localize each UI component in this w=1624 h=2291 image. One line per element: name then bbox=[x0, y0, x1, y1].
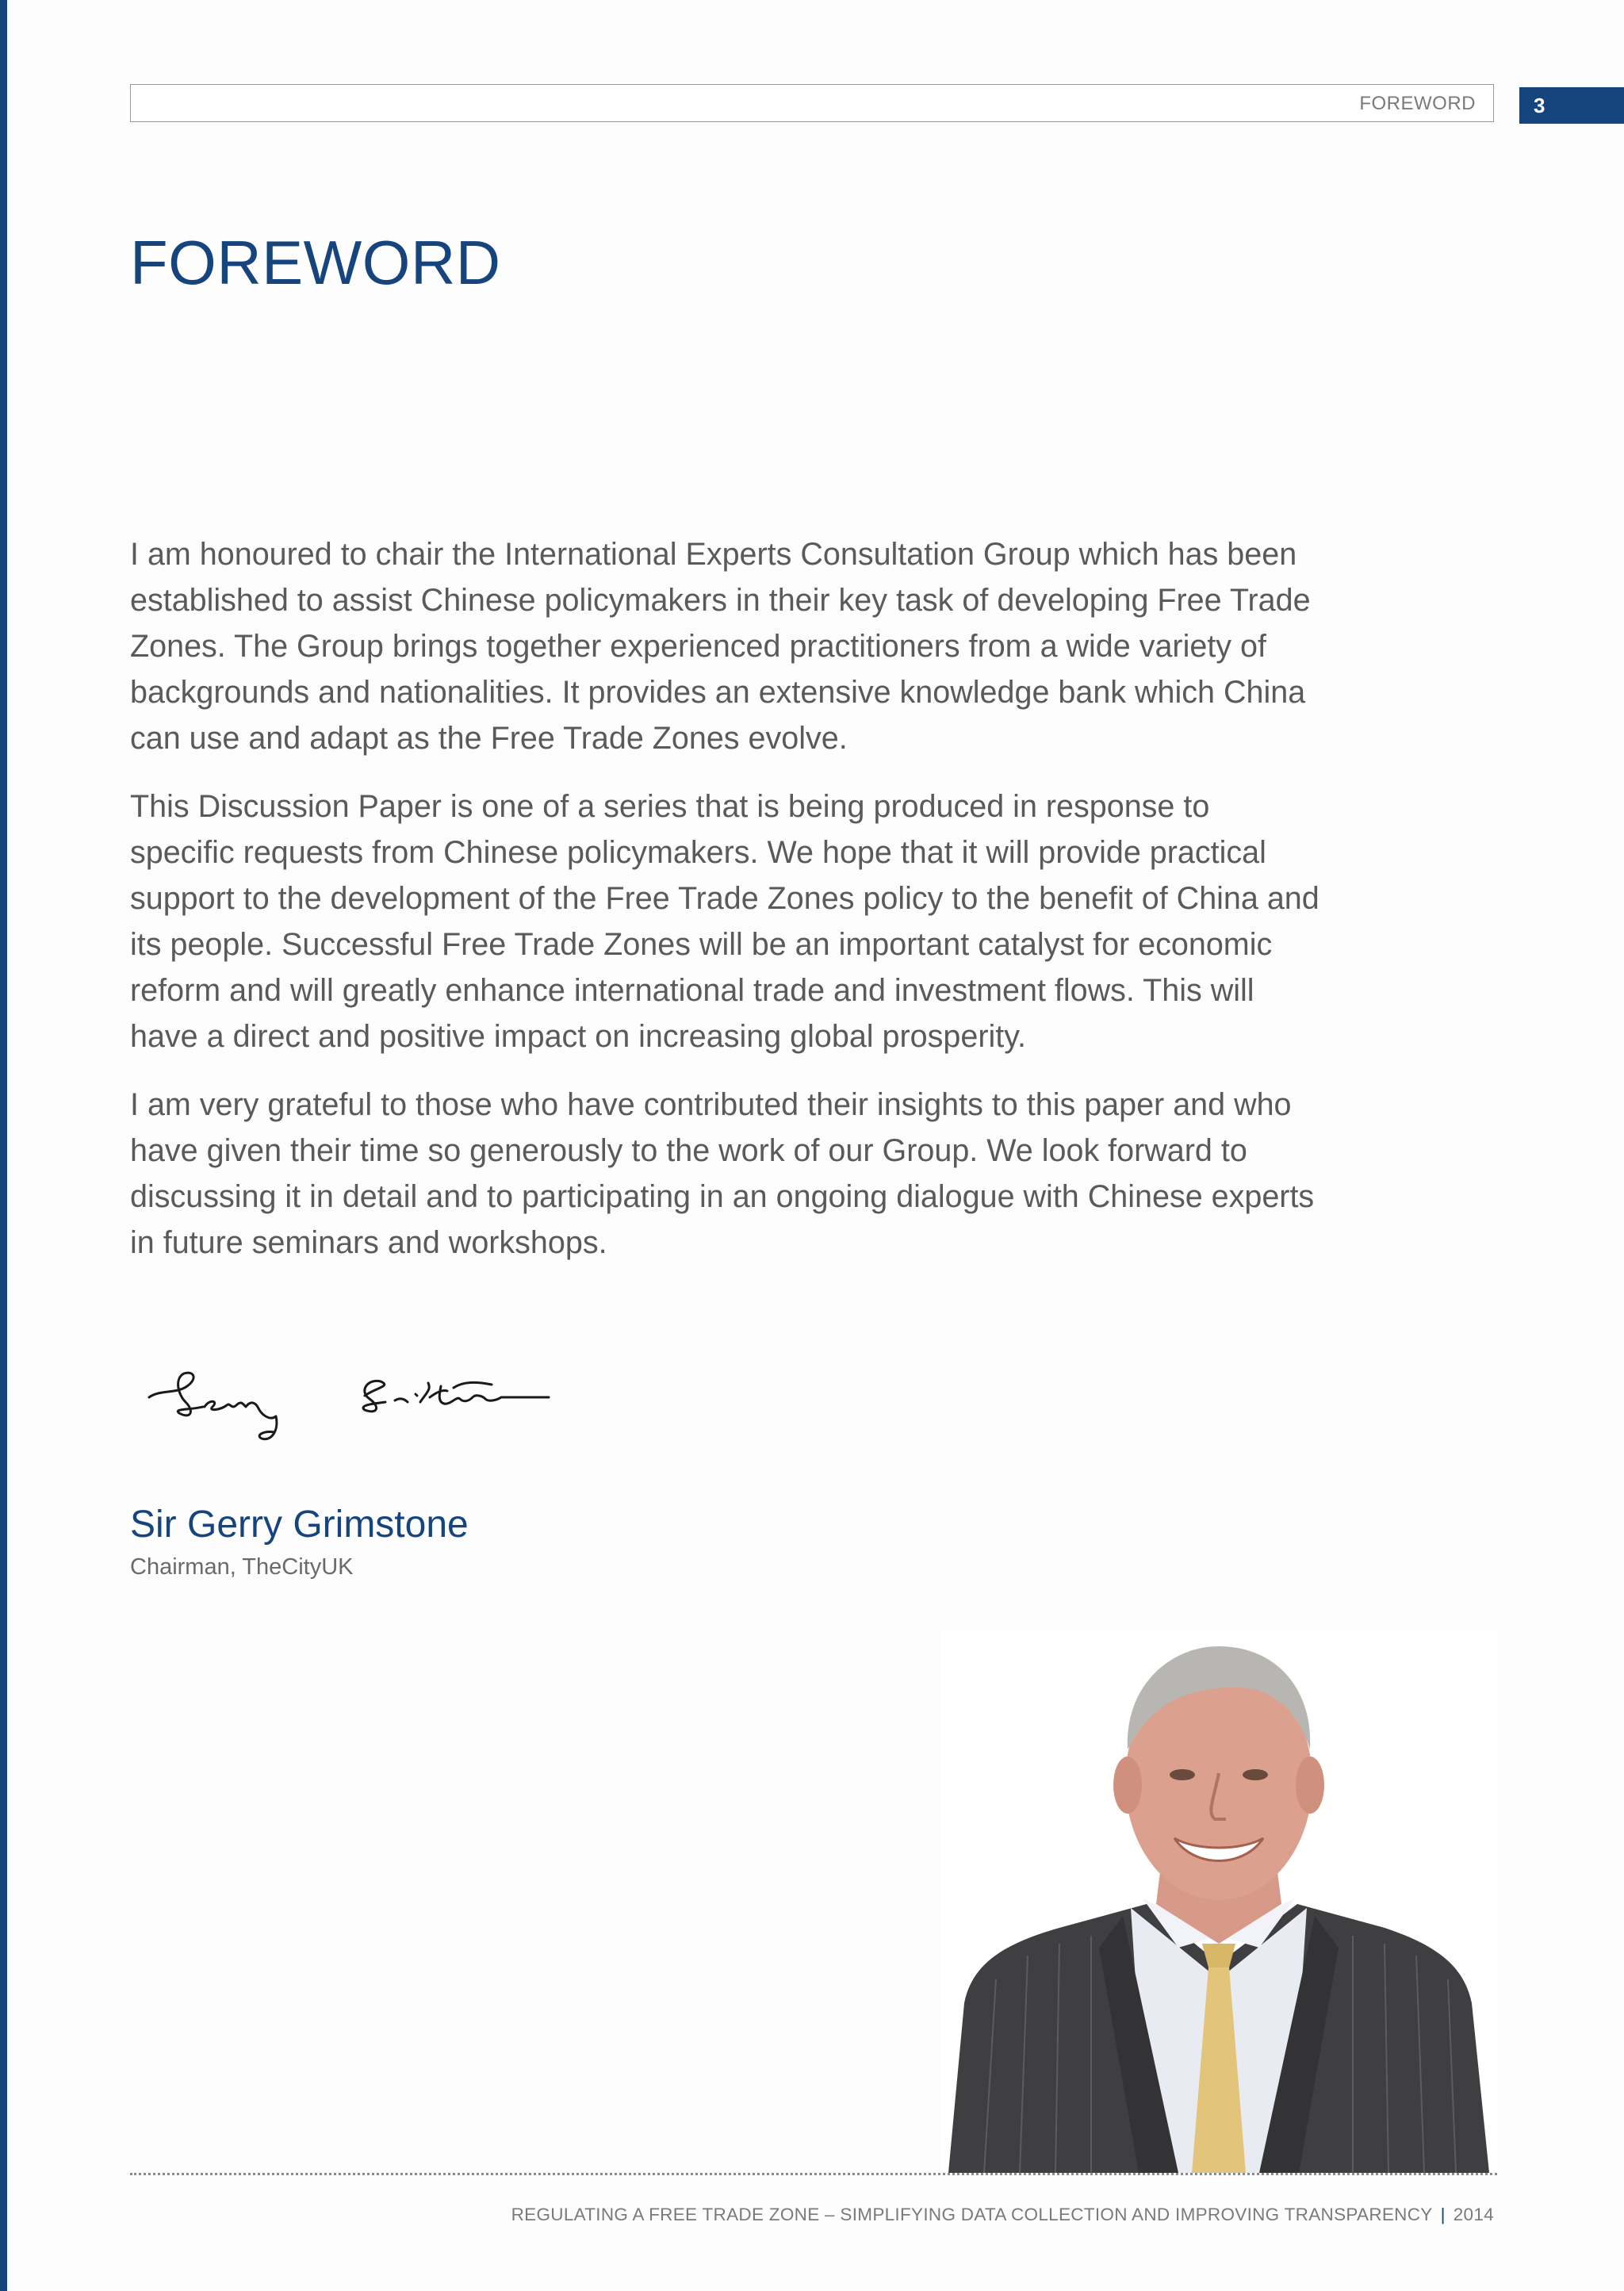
footer-separator: | bbox=[1440, 2205, 1446, 2224]
foreword-body bbox=[130, 531, 1320, 1288]
running-footer bbox=[511, 2205, 1494, 2225]
signer-role: Chairman, TheCityUK bbox=[130, 1554, 354, 1580]
page-number: 3 bbox=[1519, 87, 1624, 124]
paragraph: I am honoured to chair the International Experts Consultation Group which has been established to assist Chinese policymakers in their key task of developing Free Trade Zones. The Group brings together experienced practitioners from a wide variety of backgrounds and nationalities. It provides an extensive knowledge bank which China can use and adapt as the Free Trade Zones evolve. bbox=[130, 537, 1311, 756]
page-title: FOREWORD bbox=[130, 228, 501, 297]
header-section-label: FOREWORD bbox=[1359, 93, 1476, 114]
portrait-photo bbox=[940, 1630, 1497, 2173]
paragraph: I am very grateful to those who have contributed their insights to this paper and who have given their time so generously to the work of our Group. We look forward to discussing it in detail and to participating in an ongoing dialogue with Chinese experts in future seminars and workshops. bbox=[130, 1087, 1315, 1260]
paragraph: This Discussion Paper is one of a series that is being produced in response to specific requests from Chinese policymakers. We hope that it will provide practical support to the development of the Free Trade Zones policy to the benefit of China and its people. Successful Free Trade Zones will be an important catalyst for economic reform and will greatly enhance international trade and investment flows. This will have a direct and positive impact on increasing global prosperity. bbox=[130, 789, 1320, 1054]
footer-title: REGULATING A FREE TRADE ZONE – SIMPLIFYING DATA COLLECTION AND IMPROVING TRANSPARENCY bbox=[511, 2205, 1433, 2224]
running-header bbox=[130, 84, 1494, 122]
signer-name: Sir Gerry Grimstone bbox=[130, 1504, 469, 1546]
left-edge-rule bbox=[0, 0, 7, 2291]
footer-year: 2014 bbox=[1453, 2205, 1494, 2224]
footer-dotted-rule bbox=[130, 2173, 1497, 2175]
handwritten-signature bbox=[143, 1358, 571, 1461]
